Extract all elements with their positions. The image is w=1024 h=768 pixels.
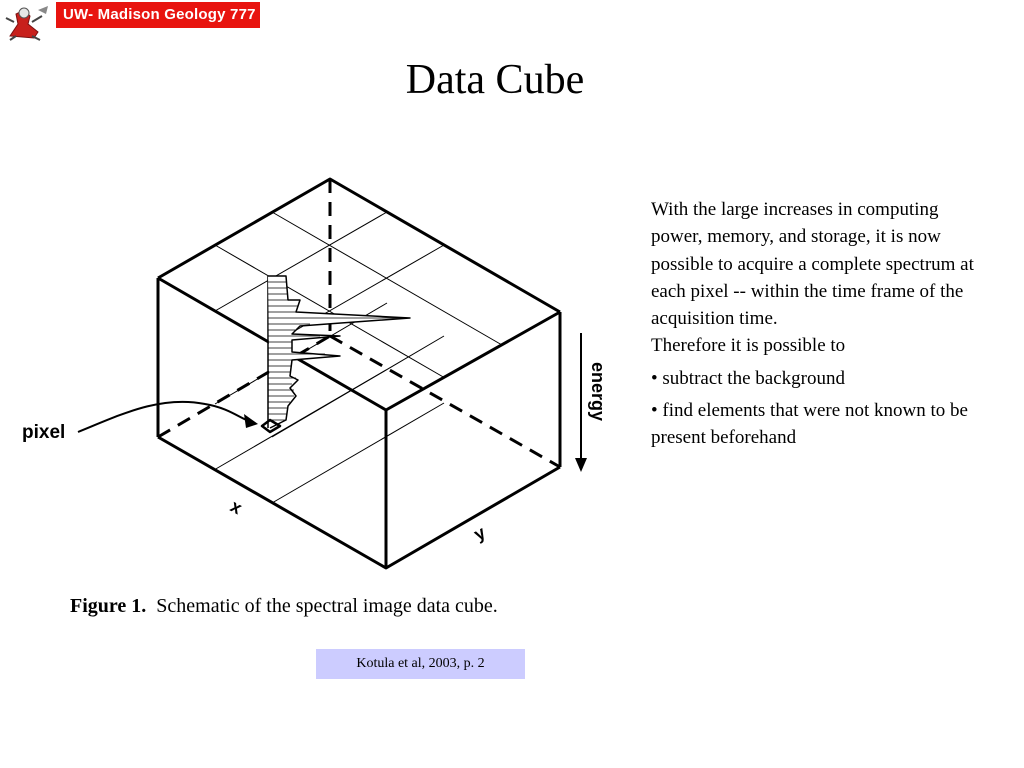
figure-caption-text: Schematic of the spectral image data cube. (156, 595, 498, 617)
figure-caption (70, 593, 498, 619)
course-banner: UW- Madison Geology 777 (56, 2, 260, 28)
figure-number: Figure 1. (70, 595, 147, 617)
cube-hidden-right (330, 336, 560, 467)
citation-box: Kotula et al, 2003, p. 2 (316, 649, 525, 679)
x-axis-label: x (227, 495, 246, 519)
cube-bottom-front-edges (158, 437, 560, 568)
body-paragraph: With the large increases in computing power, memory, and storage, it is now possible to acquire a complete spectrum at each pixel -- within the time frame of the acquisition time. (651, 199, 974, 330)
cube-top-back-edges (158, 179, 560, 312)
badger-logo-icon (2, 2, 54, 42)
pixel-pointer (78, 402, 252, 432)
body-text (651, 196, 981, 452)
body-lead-in: Therefore it is possible to (651, 335, 846, 357)
slide-title: Data Cube (405, 57, 585, 103)
bullet-item: • subtract the background (651, 367, 845, 389)
bullet-item: • find elements that were not known to be present beforehand (651, 400, 968, 449)
spectrum-trace (268, 276, 410, 428)
data-cube-figure (0, 160, 620, 590)
energy-label: energy (588, 362, 608, 422)
y-axis-label: y (470, 522, 489, 545)
pixel-label: pixel (22, 422, 66, 443)
